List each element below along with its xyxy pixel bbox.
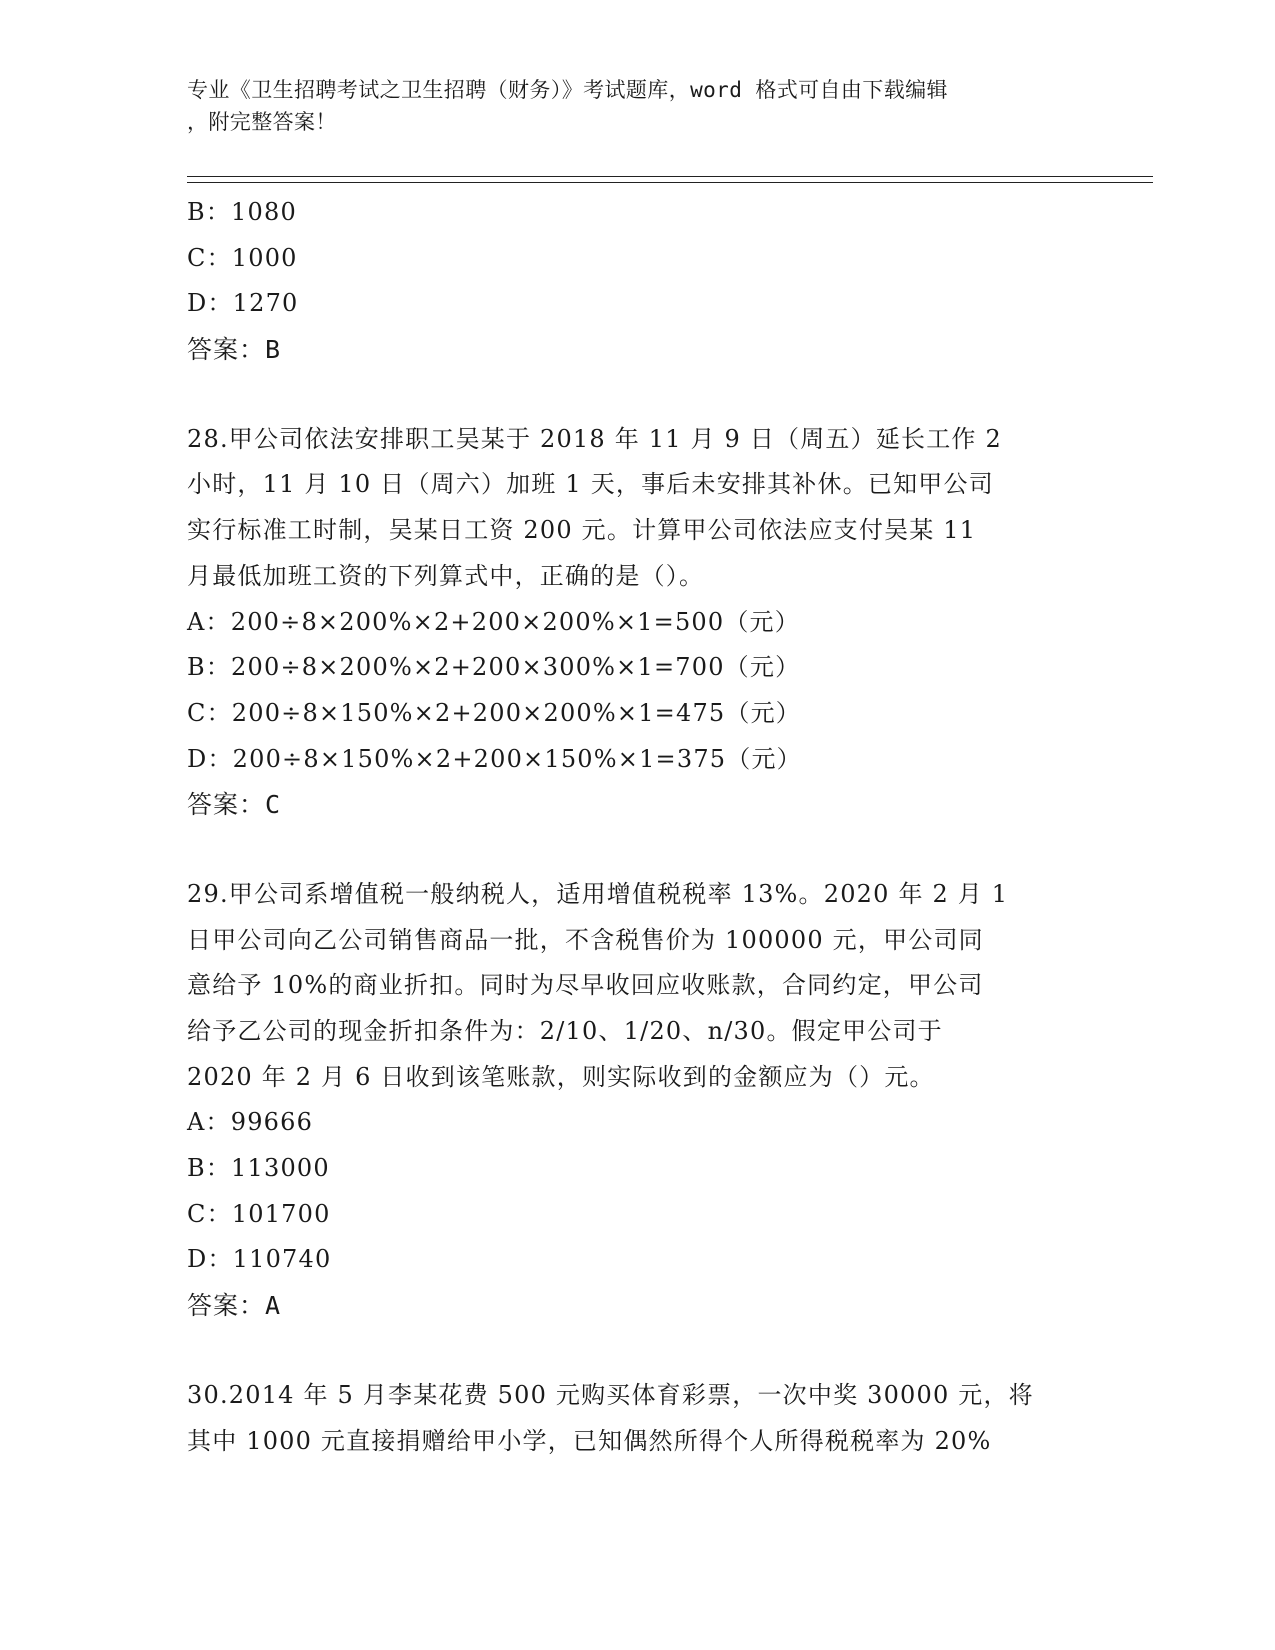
spacer xyxy=(187,1329,1087,1373)
question-stem-line: 意给予 10%的商业折扣。同时为尽早收回应收账款，合同约定，甲公司 xyxy=(187,971,984,1000)
option-b: B：113000 xyxy=(187,1154,330,1183)
header-divider-bottom xyxy=(187,182,1153,183)
question-28 xyxy=(187,417,1087,828)
option-c: C：200÷8×150%×2+200×200%×1=475（元） xyxy=(187,698,801,727)
option-a: A：200÷8×200%×2+200×200%×1=500（元） xyxy=(187,607,800,636)
spacer xyxy=(187,373,1087,417)
question-stem-line: 29.甲公司系增值税一般纳税人，适用增值税税率 13%。2020 年 2 月 1 xyxy=(187,879,1009,908)
option-b: B：200÷8×200%×2+200×300%×1=700（元） xyxy=(187,653,801,682)
question-stem-line: 小时，11 月 10 日（周六）加班 1 天，事后未安排其补休。已知甲公司 xyxy=(187,470,994,499)
question-stem-line: 2020 年 2 月 6 日收到该笔账款，则实际收到的金额应为（）元。 xyxy=(187,1062,935,1091)
question-stem-line: 给予乙公司的现金折扣条件为：2/10、1/20、n/30。假定甲公司于 xyxy=(187,1017,943,1045)
question-stem-line: 30.2014 年 5 月李某花费 500 元购买体育彩票，一次中奖 30000 元，将 xyxy=(187,1380,1034,1409)
spacer xyxy=(187,828,1087,872)
question-content xyxy=(187,190,1087,1464)
header-line-1: 专业《卫生招聘考试之卫生招聘（财务）》考试题库，word 格式可自由下载编辑 xyxy=(187,78,948,102)
question-29 xyxy=(187,872,1087,1329)
previous-question-tail xyxy=(187,190,1087,373)
question-stem-line: 月最低加班工资的下列算式中，正确的是（）。 xyxy=(187,561,705,590)
answer-line: 答案：B xyxy=(187,335,282,365)
answer-line: 答案：A xyxy=(187,1291,282,1321)
option-c: C：101700 xyxy=(187,1199,331,1228)
question-30 xyxy=(187,1373,1087,1464)
document-header xyxy=(187,74,1067,138)
option-a: A：99666 xyxy=(187,1108,314,1137)
option-d: D：200÷8×150%×2+200×150%×1=375（元） xyxy=(187,744,802,773)
option-d: D：110740 xyxy=(187,1245,332,1274)
option-d: D：1270 xyxy=(187,289,299,318)
header-line-2: ，附完整答案！ xyxy=(187,110,337,134)
question-stem-line: 28.甲公司依法安排职工吴某于 2018 年 11 月 9 日（周五）延长工作 2 xyxy=(187,424,1002,453)
question-stem-line: 其中 1000 元直接捐赠给甲小学，已知偶然所得个人所得税税率为 20% xyxy=(187,1426,992,1455)
option-b: B：1080 xyxy=(187,198,297,226)
answer-line: 答案：C xyxy=(187,790,282,820)
question-stem-line: 实行标准工时制，吴某日工资 200 元。计算甲公司依法应支付吴某 11 xyxy=(187,516,977,545)
option-c: C：1000 xyxy=(187,243,298,272)
question-stem-line: 日甲公司向乙公司销售商品一批，不含税售价为 100000 元，甲公司同 xyxy=(187,925,984,954)
header-divider-top xyxy=(187,176,1153,177)
